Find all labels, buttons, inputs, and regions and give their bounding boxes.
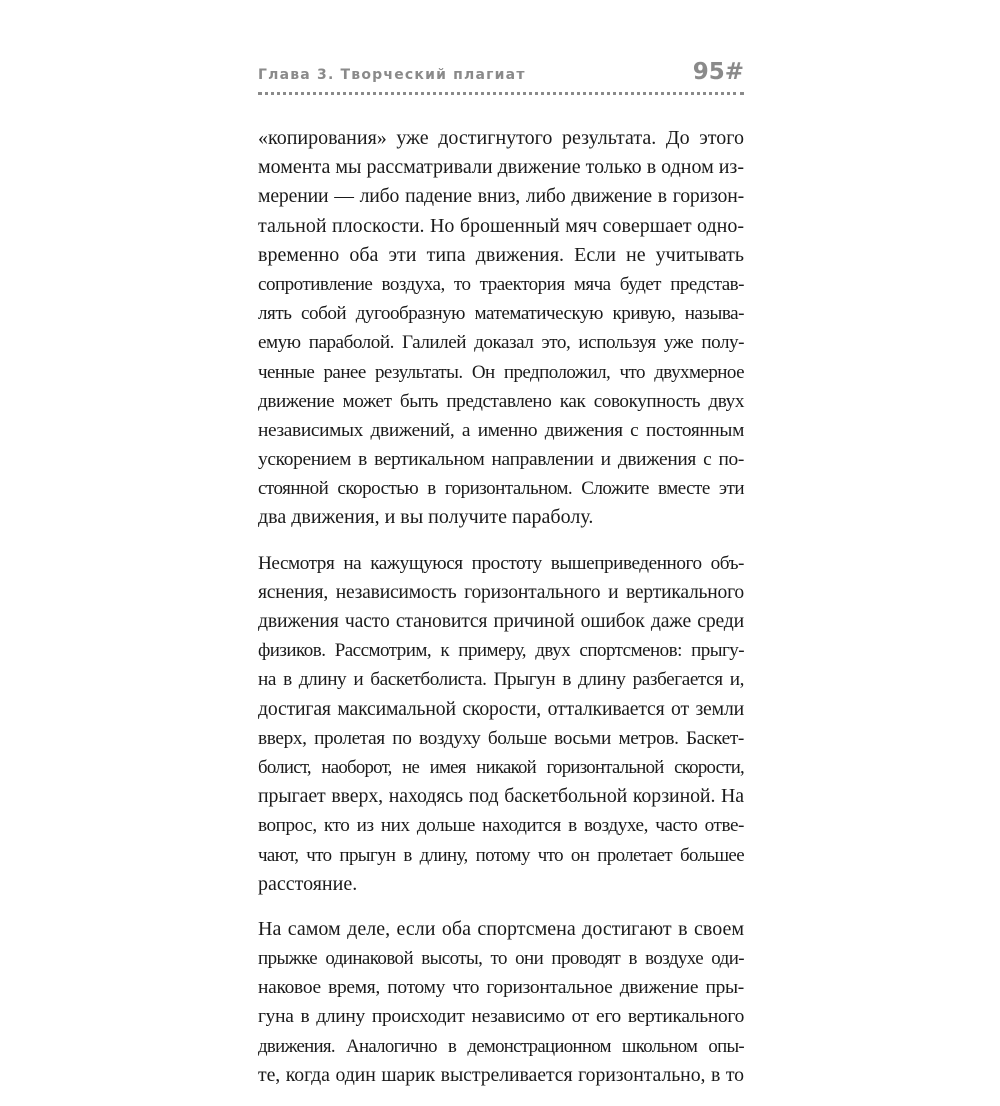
text-line: момента мы рассматривали движение только в одном из-	[258, 156, 744, 179]
text-line: вверх, пролетая по воздуху больше восьми метров. Баскет-	[258, 727, 744, 749]
text-line: те, когда один шарик выстреливается горизонтально, в то	[258, 1063, 744, 1086]
text-line: ченные ранее результаты. Он предположил, что двухмерное	[258, 361, 744, 383]
text-line: лять собой дугообразную математическую кривую, называ-	[258, 303, 744, 325]
paragraph-3	[258, 915, 744, 1090]
paragraph-1	[258, 124, 744, 533]
text-line: «копирования» уже достигнутого результата. До этого	[258, 127, 744, 149]
text-line: вопрос, кто из них дольше находится в воздухе, часто отве-	[258, 815, 744, 837]
text-line: На самом деле, если оба спортсмена достигают в своем	[258, 917, 744, 940]
text-line: мерении — либо падение вниз, либо движение в горизон-	[258, 185, 744, 208]
text-line: емую параболой. Галилей доказал это, используя уже полу-	[258, 332, 744, 354]
text-line: достигая максимальной скорости, отталкивается от земли	[258, 697, 744, 720]
paragraph-2	[258, 549, 744, 899]
text-line: движения часто становится причиной ошибок даже среди	[258, 610, 744, 632]
text-line: независимых движений, а именно движения с постоянным	[258, 419, 744, 441]
text-line: движение может быть представлено как совокупность двух	[258, 390, 744, 412]
body-text	[258, 124, 744, 1106]
text-line: прыгает вверх, находясь под баскетбольной корзиной. На	[258, 785, 744, 808]
text-line: на в длину и баскетболиста. Прыгун в длину разбегается и,	[258, 669, 744, 691]
text-line: болист, наоборот, не имея никакой горизонтальной скорости,	[258, 756, 744, 778]
text-line: тальной плоскости. Но брошенный мяч совершает одно-	[258, 214, 744, 237]
text-line: движения. Аналогично в демонстрационном школьном опы-	[258, 1035, 744, 1057]
text-line: временно оба эти типа движения. Если не учитывать	[258, 243, 744, 266]
running-head	[258, 59, 744, 89]
text-line: наковое время, потому что горизонтальное движение пры-	[258, 977, 744, 999]
text-line: физиков. Рассмотрим, к примеру, двух спортсменов: прыгу-	[258, 640, 744, 662]
text-line: яснения, независимость горизонтального и вертикального	[258, 581, 744, 603]
text-line: чают, что прыгун в длину, потому что он пролетает большее	[258, 844, 744, 866]
text-line: гуна в длину происходит независимо от его вертикального	[258, 1006, 744, 1028]
text-line: расстояние.	[258, 872, 358, 895]
header-dotted-rule	[258, 92, 744, 95]
text-line: Несмотря на кажущуюся простоту вышеприведенного объ-	[258, 552, 744, 574]
text-line: прыжке одинаковой высоты, то они проводят в воздухе оди-	[258, 948, 744, 970]
chapter-title: Глава 3. Творческий плагиат	[258, 67, 526, 83]
text-line: два движения, и вы получите параболу.	[258, 506, 594, 529]
text-line: ускорением в вертикальном направлении и движения с по-	[258, 449, 744, 471]
text-line: стоянной скоростью в горизонтальном. Сложите вместе эти	[258, 478, 744, 500]
text-line: сопротивление воздуха, то траектория мяча будет представ-	[258, 273, 744, 295]
page-number: 95#	[692, 59, 744, 85]
